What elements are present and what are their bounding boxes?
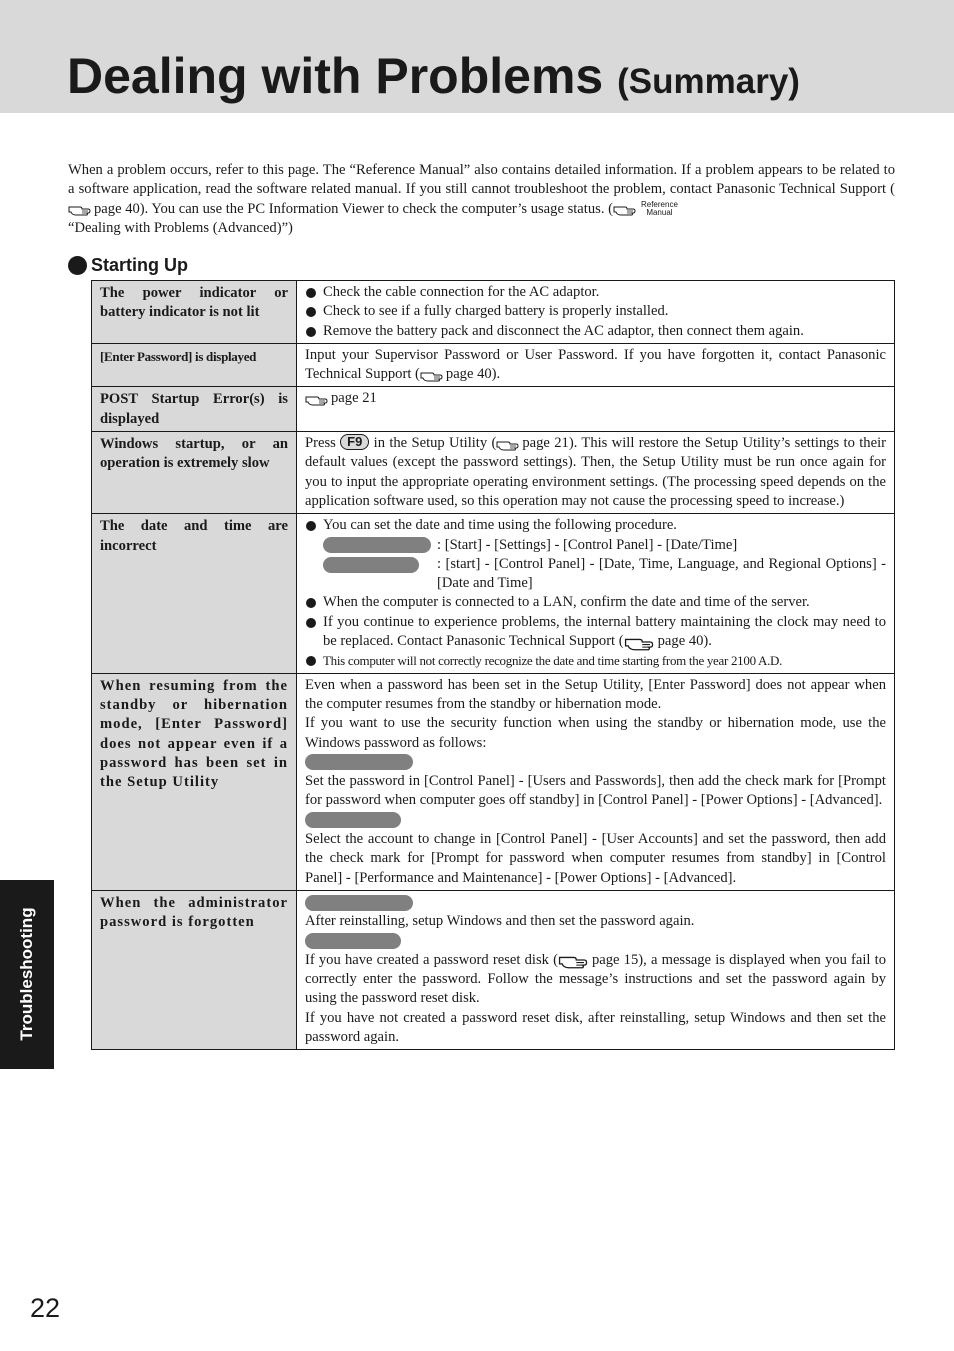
header-banner xyxy=(0,0,954,113)
solution-text: in the Setup Utility ( xyxy=(373,435,497,452)
os-instruction-text: : [start] - [Control Panel] - [Date, Time, Language, and Regional Options] - [Date and Time] xyxy=(437,555,886,592)
problem-cell xyxy=(92,343,297,387)
solution-cell xyxy=(297,387,895,432)
os-version-badge xyxy=(305,933,401,949)
f9-key-icon: F9 xyxy=(340,434,369,450)
list-item: Remove the battery pack and disconnect the AC adaptor, then connect them again. xyxy=(305,322,886,341)
solution-text: page 21). This will restore the Setup Utility’s settings to their default values (except the password settings). Then, the Setup Utility must be run once again for you to input the appropriate operating environment settings. (The processing speed depends on the application software used, so this operation may not cause the processing speed to increase.) xyxy=(305,435,886,509)
os-version-badge xyxy=(305,754,413,770)
os-badge-row xyxy=(305,811,886,830)
intro-text-2: page 40). You can use the PC Information Viewer to check the computer’s usage status. ( xyxy=(94,200,613,217)
problem-cell xyxy=(92,673,297,890)
problem-cell xyxy=(92,890,297,1049)
title-main: Dealing with Problems xyxy=(67,48,604,104)
section-side-tab xyxy=(0,880,54,1069)
solution-text-part: page 15), a message is displayed when you fail to correctly enter the password. Follow the message’s instructions and set the password again by using the password reset disk. xyxy=(305,951,887,1007)
page-title xyxy=(67,46,800,112)
list-item: When the computer is connected to a LAN, confirm the date and time of the server. xyxy=(305,593,886,612)
os-instruction-row xyxy=(305,536,886,555)
solution-text xyxy=(305,951,886,1009)
problem-cell: Windows startup, or an operation is extremely slow xyxy=(92,432,297,514)
solution-text: Input your Supervisor Password or User Password. If you have forgotten it, contact Panasonic Technical Support ( xyxy=(305,346,886,383)
list-item: This computer will not correctly recognize the date and time starting from the year 2100 A.D. xyxy=(305,651,886,670)
problem-cell: The date and time are incorrect xyxy=(92,514,297,673)
problem-cell: The power indicator or battery indicator is not lit xyxy=(92,281,297,344)
solution-text: If you have not created a password reset disk, after reinstalling, setup Windows and then set the password again. xyxy=(305,1009,886,1045)
list-item-text: If you continue to experience problems, the internal battery maintaining the clock may need to be replaced. Contact Panasonic Technical Support ( xyxy=(323,613,886,650)
intro-text-1: When a problem occurs, refer to this page. The “Reference Manual” also contains detailed information. If a problem appears to be related to a software application, read the software related manual. If you still cannot troubleshoot the problem, contact Panasonic Technical Support ( xyxy=(68,162,895,198)
os-badge-row xyxy=(305,753,886,772)
solution-text: Even when a password has been set in the Setup Utility, [Enter Password] does not appear when the computer resumes from the standby or hibernation mode. xyxy=(305,676,886,712)
side-tab-label: Troubleshooting xyxy=(17,907,36,1041)
solution-cell xyxy=(297,890,895,1049)
hand-pointer-icon xyxy=(496,437,522,451)
os-version-badge xyxy=(323,537,431,553)
problem-text: When resuming from the standby or hibernation mode, [Enter Password] does not appear even if a password has been set in the Setup Utility xyxy=(100,677,288,791)
list-item xyxy=(305,613,886,652)
reference-manual-icon xyxy=(641,201,678,217)
list-item: Check to see if a fully charged battery is properly installed. xyxy=(305,302,886,321)
solution-cell xyxy=(297,514,895,673)
solution-text: page 40). xyxy=(445,366,501,383)
table-row xyxy=(92,432,895,514)
hand-pointer-icon xyxy=(420,368,446,382)
solution-cell xyxy=(297,432,895,514)
problem-cell: POST Startup Error(s) is displayed xyxy=(92,387,297,432)
section-heading xyxy=(68,253,188,277)
solution-text: If you want to use the security function when using the standby or hibernation mode, use the Windows password as follows: xyxy=(305,715,886,751)
intro-text-3: “Dealing with Problems (Advanced)”) xyxy=(68,219,293,236)
title-subtitle: (Summary) xyxy=(617,62,800,101)
hand-pointer-icon xyxy=(624,633,658,651)
list-item-text: page 40). xyxy=(657,633,712,650)
solution-cell xyxy=(297,673,895,890)
page-number: 22 xyxy=(30,1293,61,1323)
os-version-badge xyxy=(305,895,413,911)
table-row xyxy=(92,343,895,387)
os-badge-row xyxy=(305,932,886,951)
solution-text-part: If you have created a password reset disk ( xyxy=(305,951,558,968)
table-row xyxy=(92,281,895,344)
solution-cell xyxy=(297,343,895,387)
solution-text: After reinstalling, setup Windows and then set the password again. xyxy=(305,913,695,930)
os-badge-cell xyxy=(323,555,437,594)
ref-manual-line1: Reference xyxy=(640,200,678,210)
os-instruction-text: : [Start] - [Settings] - [Control Panel] - [Date/Time] xyxy=(437,536,738,553)
intro-paragraph xyxy=(68,161,895,238)
bullet-circle-icon xyxy=(68,256,87,275)
list-item: You can set the date and time using the following procedure. xyxy=(305,516,886,535)
solution-text: Set the password in [Control Panel] - [Users and Passwords], then add the check mark for [Prompt for password when computer goes off standby] in [Control Panel] - [Power Options] - [Advanced]. xyxy=(305,773,886,809)
table-row xyxy=(92,890,895,1049)
troubleshooting-table xyxy=(91,280,895,1050)
ref-manual-line2: Manual xyxy=(646,208,673,218)
solution-text: Press xyxy=(305,435,336,452)
os-version-badge xyxy=(323,557,419,573)
os-instruction-row xyxy=(305,555,886,594)
hand-pointer-icon xyxy=(305,392,331,406)
problem-text: [Enter Password] is displayed xyxy=(100,348,257,364)
os-badge-row xyxy=(305,893,886,912)
hand-pointer-icon xyxy=(613,202,639,216)
problem-text: When the administrator password is forgotten xyxy=(100,894,288,931)
solution-text: page 21 xyxy=(331,390,377,407)
table-row xyxy=(92,673,895,890)
hand-pointer-icon xyxy=(558,951,592,969)
os-badge-cell xyxy=(323,536,437,555)
solution-text: Select the account to change in [Control Panel] - [User Accounts] and set the password, then add the check mark for [Prompt for password when computer resumes from standby] in [Control Panel] - [Performance and Maintenance] - [Power Options] - [Advanced]. xyxy=(305,831,886,886)
hand-pointer-icon xyxy=(68,202,94,216)
os-version-badge xyxy=(305,812,401,828)
list-item: Check the cable connection for the AC adaptor. xyxy=(305,283,886,302)
section-title-text: Starting Up xyxy=(91,255,188,275)
table-row xyxy=(92,514,895,673)
solution-cell xyxy=(297,281,895,344)
table-row xyxy=(92,387,895,432)
